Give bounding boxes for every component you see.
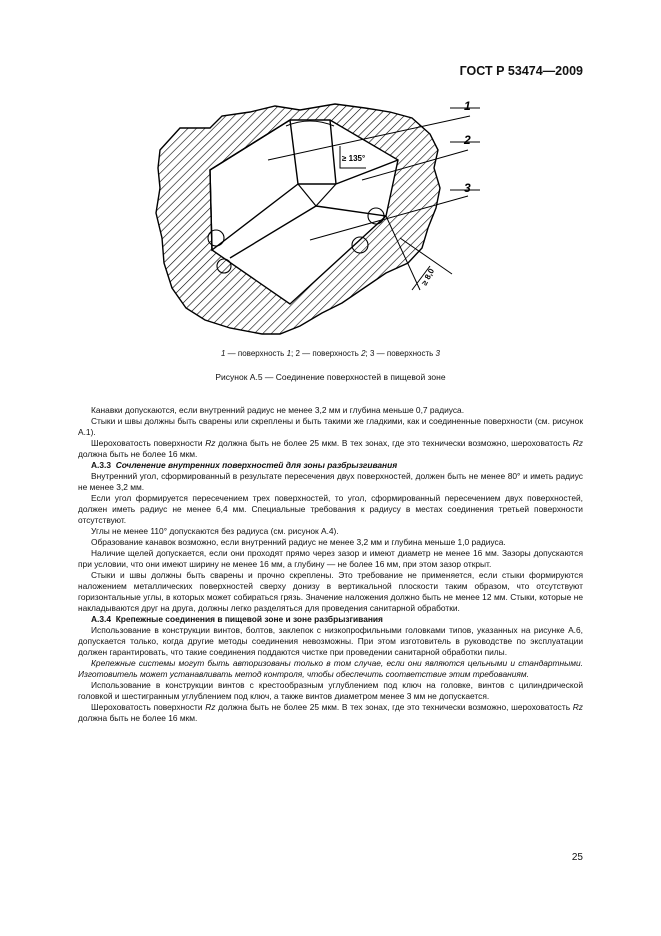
- paragraph: Образование канавок возможно, если внутренний радиус не менее 3,2 мм и глубина меньше 1,0 радиуса.: [91, 537, 506, 547]
- legend-part: 3: [435, 349, 440, 358]
- paragraph: Шероховатость поверхности Rz должна быть не более 25 мкм. В тех зонах, где это технически возможно, шероховатость Rz должна быть не более 16 мкм.: [78, 702, 583, 723]
- body-text: [78, 405, 583, 724]
- dimension-label: ≥ 8,0: [419, 267, 437, 287]
- paragraph: Шероховатость поверхности Rz должна быть не более 25 мкм. В тех зонах, где это технически возможно, шероховатость Rz должна быть не более 16 мкм.: [78, 438, 583, 459]
- figure-legend: [0, 349, 661, 358]
- section-heading: А.3.3 Сочленение внутренних поверхностей для зоны разбрызгивания: [91, 460, 398, 470]
- page-number: 25: [571, 852, 583, 863]
- paragraph: Внутренний угол, сформированный в результате пересечения двух поверхностей, должен быть не менее 80° и иметь радиус не менее 3,2 мм.: [78, 471, 583, 492]
- legend-part: 2: [361, 349, 366, 358]
- paragraph: Крепежные системы могут быть авторизованы только в том случае, если они являются цельными и стандартными. Изготовитель может устанавливать метод контроля, чтобы обеспечить соответствие этим требованиям.: [78, 658, 583, 679]
- angle-label: ≥ 135°: [342, 154, 366, 163]
- legend-part: ; 3: [365, 349, 375, 358]
- paragraph: Использование в конструкции винтов, болтов, заклепок с низкопрофильными головками типов, указанных на рисунке А.6, допускается только, когда другие методы соединения невозможны. При этом изготовитель в руководстве по эксплуатации должен гарантировать, что такие соединения поддаются чистке при проведении санитарной обработки пилы.: [78, 625, 583, 657]
- legend-part: — поверхность: [299, 349, 362, 358]
- paragraph: Стыки и швы должны быть сварены и прочно скреплены. Это требование не применяется, если стыки формируются наложением металлических поверхностей сверху донизу в вертикальной плоскости таким образом, что отсутствуют горизонтальные углы, в которых может собираться грязь. Значение наложения должно быть не менее 12 мм. Стыки, которые не накладываются друг на друга, должны легко разделяться для проведения санитарной обработки.: [78, 570, 583, 613]
- paragraph: Углы не менее 110° допускаются без радиуса (см. рисунок А.4).: [91, 526, 339, 536]
- paragraph: Если угол формируется пересечением трех поверхностей, то угол, сформированный пересечением двух поверхностей, должен иметь радиус не менее 6,4 мм. Специальные требования к радиусу в местах соединения третьей поверхности отсутствуют.: [78, 493, 583, 525]
- figure-a5: [150, 98, 490, 346]
- legend-part: 1: [221, 349, 226, 358]
- paragraph: Канавки допускаются, если внутренний радиус не менее 3,2 мм и глубина меньше 0,7 радиуса.: [91, 405, 465, 415]
- callout-3: 3: [464, 181, 471, 195]
- section-heading: А.3.4 Крепежные соединения в пищевой зоне и зоне разбрызгивания: [91, 614, 383, 624]
- paragraph: Наличие щелей допускается, если они проходят прямо через зазор и имеют диаметр не менее 16 мм. Зазоры допускаются при условии, что они имеют ширину не менее 16 мм, а глубину — не более 16 мм, при этом зазор открыт.: [78, 548, 583, 569]
- callout-1: 1: [464, 99, 471, 113]
- paragraph: Использование в конструкции винтов с крестообразным углублением под ключ на головке, винтов с цилиндрической головкой и шестигранным углублением под ключ, а также винтов диаметром менее 3 мм не допускается.: [78, 680, 583, 701]
- callout-2: 2: [464, 133, 471, 147]
- legend-part: — поверхность: [374, 349, 436, 358]
- legend-part: ; 2: [291, 349, 300, 358]
- paragraph: Стыки и швы должны быть сварены или скреплены и быть такими же гладкими, как и соединенные поверхности (см. рисунок А.1).: [78, 416, 583, 437]
- legend-part: 1: [286, 349, 292, 358]
- figure-caption: Рисунок А.5 — Соединение поверхностей в пищевой зоне: [215, 372, 446, 382]
- document-code: ГОСТ Р 53474—2009: [459, 64, 583, 78]
- legend-part: — поверхность: [225, 349, 287, 358]
